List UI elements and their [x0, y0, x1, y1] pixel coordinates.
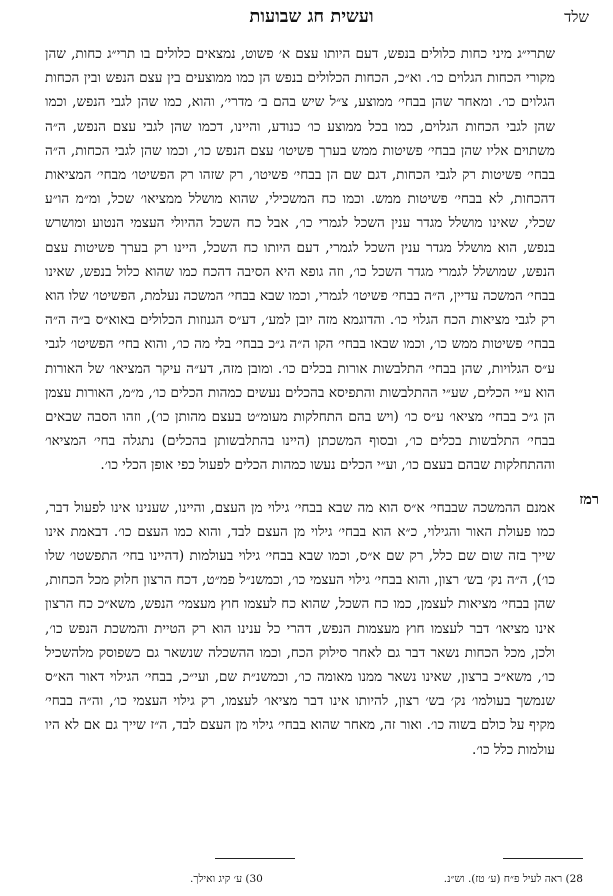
footnote-28: 28) ראה לעיל פ״ח (ע׳ טז). וש״נ. [443, 873, 583, 885]
paragraph-1: שתרי״ג מיני כחות כלולים בנפש, דעם היותו עצם א׳ פשוט, נמצאים כלולים בו תרי״ג כחות, שהן מקורי הכחות הגלוים כו׳. וא״כ, הכחות הכלולים בנפש הן כמו ממוצעים בין עצם הנפש ובין הכחות הגלוים כו׳. ומאחר שהן בבחי׳ ממוצע, צ״ל שיש בהם ב׳ מדרי׳, והוא, כמו שהן לגבי הנפש, וכמו שהן לגבי הכחות הגלוים, כמו בכל ממוצע כו׳ כנודע, והיינו, דכמו שהן לגבי עצם הנפש, ה״ה משתוים אליו שהן בבחי׳ פשיטות ממש בערך פשיטו׳ עצם הנפש כו׳, וכמו שהן לגבי הכחות, ה״ה בבחי׳ פשיטות רק לגבי הכחות, דגם שם הן בבחי׳ פשיטו׳, רק שזהו רק הפשיטו׳ מבחי׳ המציאות דהכחות, לא בבחי׳ פשיטות ממש. וכמו כח המשכילי, שהוא מושלל ממציאו׳ שכל, ומ״מ הו״ע שכלי, שאינו מושלל מגדר ענין השכל לגמרי כו׳, אבל כח השכל ההיולי העצמי הנטוע ומושרש בנפש, הוא מושלל מגדר ענין השכל לגמרי, דעם היותו כח השכל, היינו רק בערך פשיטות עצם הנפש, שמושלל לגמרי מגדר השכל כו׳, וזה גופא היא הסיבה דהכח כמו שהוא כלול בנפש, שאינו בבחי׳ המשכה עדיין, ה״ה בבחי׳ פשיטו׳ לגמרי, וכמו שבא בבחי׳ המשכה נעלמת, הפשיטו׳ שלו הוא רק לגבי מציאות הכח הגלוי כו׳. והדוגמא מזה יובן למע׳, דע״ס הגנוזות הכלולים באוא״ס ב״ה ה״ה בבחי׳ פשיטות ממש כו׳, וכמו שבאו בבחי׳ הקו ה״ה ג״כ בבחי׳ בלי מה כו׳, והוא בחי׳ הפשיטו׳ לגבי ע״ס הגלויות, שהן בבחי׳ התלבשות אורות בכלים כו׳. ומובן מזה, דע״ה עיקר המציאו׳ של האורות הוא ע״י הכלים, שע״י ההתלבשות והתפיסא בהכלים נעשים כמהות הכלים כו׳, מ״מ, האורות עצמן הן ג״כ בבחי׳ מציאו׳ ע״ס כו׳ (ויש בהם התחלקות מעומ״ט בעצם מהותן כו׳), וזהו הסבה שבאים בבחי׳ התלבשות בכלים כו׳, ובסוף המשכתן (היינו בהתלבשותן בהכלים) נתגלה בחי׳ המציאו׳ וההתחלקות שבהם בעצם כו׳, וע״י הכלים נעשו כמהות הכלים לפעול כפי אופן הכלי כו׳. [45, 46, 555, 474]
footnote-rule-right [503, 858, 583, 859]
page-title: ועשית חג שבועות [249, 6, 374, 27]
footnote-rule-left [215, 858, 295, 859]
margin-note: רמז [579, 491, 599, 508]
main-text [45, 42, 555, 762]
paragraph-2: אמנם ההמשכה שבבחי׳ א״ס הוא מה שבא בבחי׳ גילוי מן העצם, והיינו, שענינו אינו לפעול דבר, כמו פעולת האור והגילוי, כ״א הוא בבחי׳ גילוי מן העצם לבד, והוא כמו העצם כו׳. דבאמת אינו שייך בזה שום שם כלל, רק שם א״ס, וכמו שבא בבחי׳ גילוי בעולמות (דהיינו בחי׳ התפשטו׳ שלו כו׳), ה״ה נק׳ בש׳ רצון, והוא בבחי׳ גילוי העצמי כו׳, וכמשנ״ל פמ״ט, דכח הרצון חלוק מכל הכחות, שהן בבחי׳ מציאות לעצמן, כמו כח השכל, שהוא כח לעצמו חוץ מעצמי׳ הנפש, משא״כ כח הרצון אינו מציאו׳ דבר לעצמו חוץ מעצמות הנפש, דהרי כל ענינו הוא רק הטיית והמשכת הנפש כו׳, ולכן, מכל הכחות נשאר דבר גם לאחר סילוק הכח, וכמו ההשכלה שנשאר גם כשפוסק מלהשכיל כו׳, משא״כ ברצון, שאינו נשאר ממנו מאומה כו׳, וכמשנ״ת שם, ועי״כ, בבחי׳ הגילוי דאור הא״ס שנמשך בעולמו׳ נק׳ בש׳ רצון, להיותו אינו דבר מציאו׳ לעצמו, רק גילוי העצמי כו׳, וה״ה בבחי׳ מקיף על כולם בשוה כו׳. ואור זה, מאחר שהוא בבחי׳ גילוי מן העצם לבד, ה״ז שייך גם אם לא היו עולמות כלל כו׳. [45, 499, 555, 758]
footnote-30: 30) ע׳ קיג ואילך. [190, 873, 263, 885]
page-header [30, 6, 593, 36]
page-number: שלד [564, 8, 589, 26]
